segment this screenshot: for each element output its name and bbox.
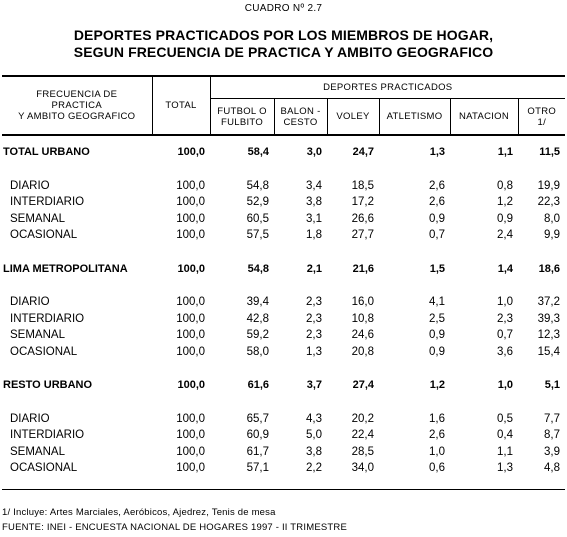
row-value: 52,9 (246, 196, 269, 208)
header-otro (518, 99, 565, 136)
group-label: TOTAL URBANO (3, 146, 90, 158)
row-value: 4,1 (429, 296, 445, 308)
row-label: DIARIO (10, 296, 50, 308)
group-label: RESTO URBANO (3, 379, 93, 391)
group-value: 5,1 (544, 379, 561, 391)
header-atletismo: ATLETISMO (379, 99, 450, 136)
row-value: 42,8 (246, 312, 269, 325)
row-value: 22,4 (351, 429, 374, 441)
group-value: 2,1 (306, 262, 322, 275)
row-label: SEMANAL (10, 445, 65, 458)
row-value: 3,9 (544, 445, 561, 458)
table-title-line-1: DEPORTES PRACTICADOS POR LOS MIEMBROS DE HOGAR, (73, 27, 494, 43)
spacer-row (2, 244, 565, 261)
row-value: 27,7 (351, 229, 374, 241)
header-futbol-line-2: FULBITO (220, 116, 264, 128)
row-value: 100,0 (176, 429, 205, 441)
row-value: 5,0 (306, 429, 322, 441)
row-value: 0,5 (497, 412, 513, 425)
group-value: 18,6 (538, 262, 561, 275)
row-value: 100,0 (176, 329, 205, 341)
row-value: 16,0 (351, 296, 374, 308)
table-row (2, 194, 565, 211)
row-label: INTERDIARIO (10, 429, 85, 441)
group-value: 61,6 (247, 379, 269, 391)
header-deportes-practicados: DEPORTES PRACTICADOS (210, 76, 565, 99)
row-value: 2,2 (306, 462, 322, 474)
header-frecuencia-line-3: Y AMBITO GEOGRAFICO (18, 111, 136, 122)
row-value: 0,9 (429, 329, 445, 341)
group-row (2, 377, 565, 394)
row-value: 20,2 (351, 412, 374, 425)
row-value: 1,3 (306, 345, 322, 358)
group-value: 1,4 (497, 262, 513, 275)
row-value: 7,7 (544, 412, 561, 425)
row-value: 3,8 (306, 196, 322, 208)
header-otro-line-1: OTRO (527, 105, 557, 117)
group-value: 3,7 (306, 379, 322, 391)
row-label: OCASIONAL (10, 345, 78, 358)
table-number: CUADRO Nº 2.7 (244, 3, 323, 14)
group-label: LIMA METROPOLITANA (3, 262, 128, 275)
row-value: 39,4 (246, 296, 269, 308)
row-value: 0,9 (429, 345, 445, 358)
header-futbol (210, 99, 274, 136)
row-value: 3,4 (306, 179, 322, 192)
row-value: 2,3 (306, 329, 322, 341)
row-value: 1,2 (497, 196, 513, 208)
table-row (2, 460, 565, 477)
table-row (2, 427, 565, 444)
header-voley: VOLEY (327, 99, 379, 136)
row-value: 1,3 (497, 462, 513, 474)
row-value: 100,0 (176, 179, 205, 192)
row-value: 2,6 (429, 196, 445, 208)
row-value: 100,0 (176, 445, 205, 458)
row-value: 2,6 (429, 179, 445, 192)
group-row (2, 261, 565, 278)
row-value: 3,1 (306, 212, 322, 225)
row-label: INTERDIARIO (10, 196, 85, 208)
header-otro-line-2: 1/ (537, 116, 547, 128)
table-row (2, 211, 565, 228)
group-value: 24,7 (352, 146, 374, 158)
row-value: 1,6 (429, 412, 445, 425)
row-value: 1,8 (306, 229, 322, 241)
group-value: 1,1 (497, 146, 513, 158)
row-value: 57,1 (246, 462, 269, 474)
row-value: 2,5 (429, 312, 445, 325)
table-row (2, 294, 565, 311)
header-baloncesto (274, 99, 327, 136)
row-value: 54,8 (246, 179, 269, 192)
row-value: 8,0 (544, 212, 561, 225)
row-value: 3,6 (497, 345, 513, 358)
row-value: 61,7 (246, 445, 269, 458)
header-natacion: NATACION (450, 99, 518, 136)
spacer-row (2, 477, 565, 490)
row-value: 18,5 (351, 179, 374, 192)
row-value: 0,7 (429, 229, 445, 241)
row-value: 2,6 (429, 429, 445, 441)
row-value: 8,7 (544, 429, 561, 441)
table-row (2, 311, 565, 328)
group-value: 1,2 (429, 379, 445, 391)
row-value: 0,4 (497, 429, 513, 441)
spacer-row (2, 277, 565, 294)
row-value: 2,3 (306, 312, 322, 325)
row-label: INTERDIARIO (10, 312, 85, 325)
row-label: DIARIO (10, 412, 50, 425)
row-value: 0,6 (429, 462, 445, 474)
group-value: 1,0 (497, 379, 513, 391)
header-frecuencia-line-1: FRECUENCIA DE (36, 89, 118, 100)
group-value: 100,0 (177, 262, 205, 275)
row-value: 22,3 (537, 196, 561, 208)
row-label: SEMANAL (10, 329, 65, 341)
header-baloncesto-line-2: CESTO (283, 116, 318, 128)
spacer-row (2, 394, 565, 411)
table-row (2, 344, 565, 361)
row-value: 2,3 (306, 296, 322, 308)
row-value: 59,2 (246, 329, 269, 341)
row-label: OCASIONAL (10, 462, 78, 474)
row-value: 39,3 (537, 312, 561, 325)
row-value: 17,2 (351, 196, 374, 208)
row-value: 19,9 (537, 179, 561, 192)
row-value: 100,0 (176, 196, 205, 208)
row-value: 58,0 (246, 345, 269, 358)
row-value: 34,0 (351, 462, 374, 474)
group-value: 54,8 (247, 262, 269, 275)
row-value: 0,7 (497, 329, 513, 341)
group-value: 27,4 (352, 379, 374, 391)
spacer-row (2, 135, 565, 144)
row-value: 2,3 (497, 312, 513, 325)
group-value: 3,0 (306, 146, 322, 158)
row-value: 4,3 (306, 412, 322, 425)
source-note: FUENTE: INEI - ENCUESTA NACIONAL DE HOGARES 1997 - II TRIMESTRE (2, 522, 347, 533)
table-row (2, 327, 565, 344)
group-value: 1,3 (429, 146, 445, 158)
row-value: 100,0 (176, 462, 205, 474)
table-row (2, 227, 565, 244)
row-value: 20,8 (351, 345, 374, 358)
row-label: DIARIO (10, 179, 50, 192)
group-value: 21,6 (352, 262, 374, 275)
row-value: 2,4 (497, 229, 513, 241)
row-value: 9,9 (544, 229, 561, 241)
table-row (2, 178, 565, 195)
group-value: 100,0 (177, 379, 205, 391)
row-value: 15,4 (537, 345, 561, 358)
table-row (2, 411, 565, 428)
row-value: 10,8 (351, 312, 374, 325)
row-value: 65,7 (246, 412, 269, 425)
row-value: 0,9 (497, 212, 513, 225)
row-label: OCASIONAL (10, 229, 78, 241)
row-value: 1,0 (429, 445, 445, 458)
row-value: 57,5 (246, 229, 269, 241)
row-value: 1,0 (497, 296, 513, 308)
spacer-row (2, 161, 565, 178)
group-row (2, 144, 565, 161)
row-value: 100,0 (176, 312, 205, 325)
row-label: SEMANAL (10, 212, 65, 225)
header-frecuencia (2, 76, 152, 135)
group-value: 11,5 (539, 146, 561, 158)
table-row (2, 444, 565, 461)
row-value: 4,8 (544, 462, 561, 474)
group-value: 58,4 (247, 146, 269, 158)
header-total: TOTAL (152, 76, 210, 135)
row-value: 100,0 (176, 345, 205, 358)
header-futbol-line-1: FUTBOL O (217, 105, 267, 117)
row-value: 3,8 (306, 445, 322, 458)
footnote: 1/ Incluye: Artes Marciales, Aeróbicos, Ajedrez, Tenis de mesa (2, 507, 276, 518)
row-value: 100,0 (176, 212, 205, 225)
table-body (2, 135, 565, 489)
row-value: 12,3 (537, 329, 561, 341)
table-title-line-2: SEGUN FRECUENCIA DE PRACTICA Y AMBITO GEOGRAFICO (73, 44, 494, 60)
row-value: 0,8 (497, 179, 513, 192)
row-value: 100,0 (176, 229, 205, 241)
header-baloncesto-line-1: BALON - (280, 105, 321, 117)
row-value: 100,0 (176, 412, 205, 425)
spacer-row (2, 360, 565, 377)
row-value: 1,1 (497, 445, 513, 458)
header-frecuencia-line-2: PRACTICA (51, 100, 102, 111)
row-value: 28,5 (351, 445, 374, 458)
row-value: 24,6 (351, 329, 374, 341)
table-header (2, 76, 565, 135)
row-value: 0,9 (429, 212, 445, 225)
row-value: 37,2 (537, 296, 561, 308)
statistics-table (2, 75, 565, 490)
group-value: 100,0 (177, 146, 205, 158)
row-value: 60,5 (246, 212, 269, 225)
group-value: 1,5 (429, 262, 445, 275)
row-value: 26,6 (351, 212, 374, 225)
row-value: 100,0 (176, 296, 205, 308)
row-value: 60,9 (246, 429, 269, 441)
